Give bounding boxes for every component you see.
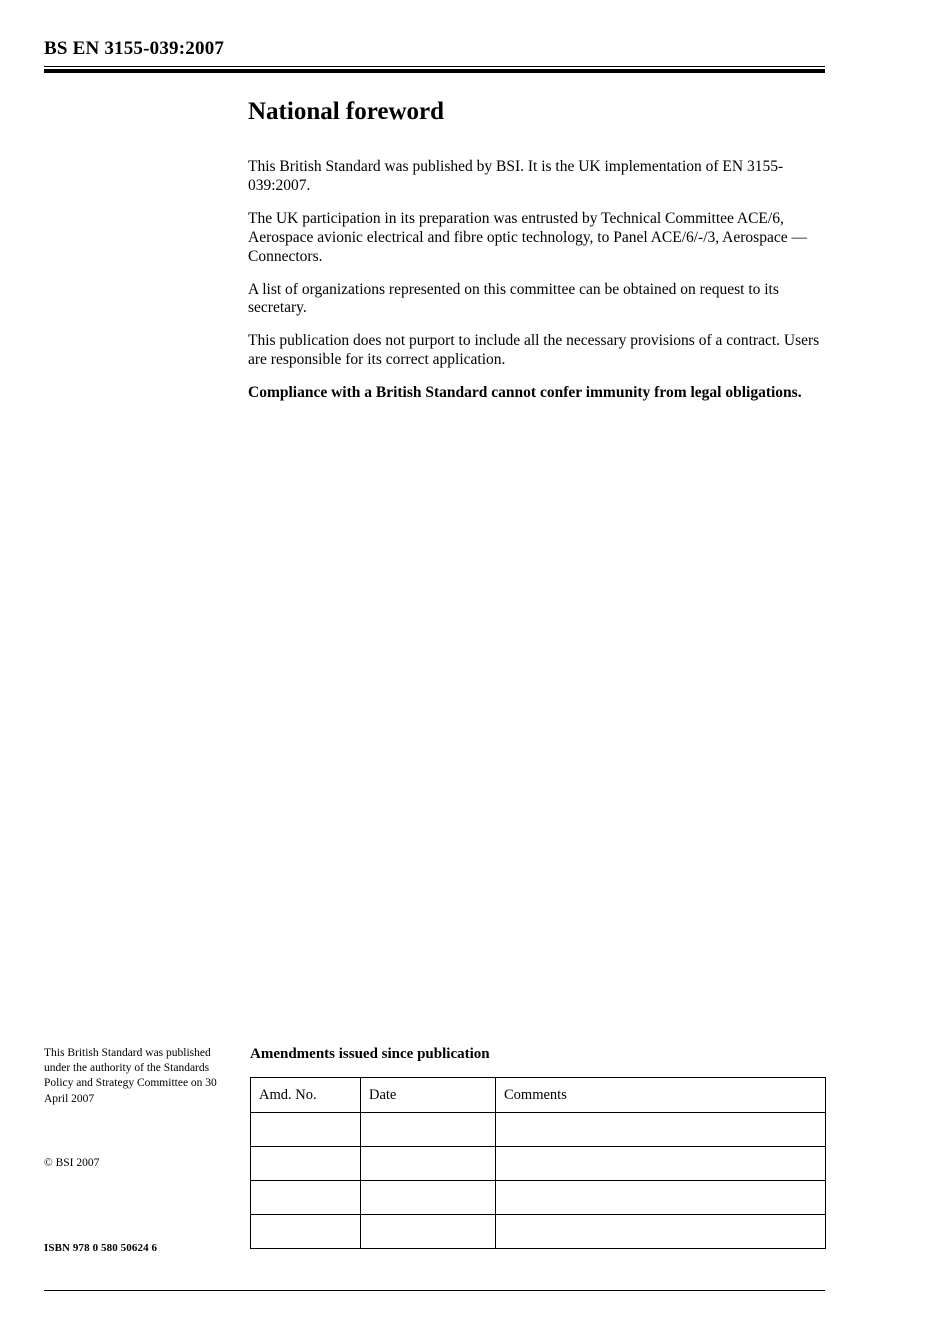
amendments-table <box>250 1077 826 1249</box>
table-row <box>251 1147 826 1181</box>
copyright-notice: © BSI 2007 <box>44 1157 100 1169</box>
cell-comments <box>496 1113 826 1147</box>
publication-authority-text: This British Standard was published under the authority of the Standards Policy and Strategy Committee on 30 April 2007 <box>44 1047 217 1105</box>
cell-amd-no <box>251 1113 361 1147</box>
cell-amd-no <box>251 1215 361 1249</box>
table-row <box>251 1215 826 1249</box>
cell-date <box>361 1181 496 1215</box>
page-header-standard-number: BS EN 3155-039:2007 <box>44 38 225 59</box>
cell-amd-no <box>251 1181 361 1215</box>
footer-divider <box>44 1290 825 1291</box>
cell-amd-no <box>251 1147 361 1181</box>
cell-comments <box>496 1215 826 1249</box>
isbn-number: ISBN 978 0 580 50624 6 <box>44 1242 158 1254</box>
header-divider-thin <box>44 66 825 67</box>
column-header-amd-no: Amd. No. <box>251 1078 361 1113</box>
cell-comments <box>496 1181 826 1215</box>
header-divider-thick <box>44 69 825 73</box>
foreword-paragraph-4: This publication does not purport to include all the necessary provisions of a contract. Users are responsible for its correct application. <box>248 332 820 369</box>
amendments-title: Amendments issued since publication <box>250 1046 490 1062</box>
cell-comments <box>496 1147 826 1181</box>
table-row <box>251 1181 826 1215</box>
table-row <box>251 1113 826 1147</box>
table-header-row <box>251 1078 826 1113</box>
compliance-note: Compliance with a British Standard cannot confer immunity from legal obligations. <box>248 384 802 402</box>
page-title: National foreword <box>248 98 445 125</box>
foreword-paragraph-2: The UK participation in its preparation was entrusted by Technical Committee ACE/6, Aerospace avionic electrical and fibre optic technology, to Panel ACE/6/-/3, Aerospace — Connectors. <box>248 209 807 265</box>
cell-date <box>361 1147 496 1181</box>
column-header-comments: Comments <box>496 1078 826 1113</box>
foreword-paragraph-3: A list of organizations represented on this committee can be obtained on request to its secretary. <box>248 280 779 317</box>
column-header-date: Date <box>361 1078 496 1113</box>
cell-date <box>361 1215 496 1249</box>
foreword-paragraph-1: This British Standard was published by BSI. It is the UK implementation of EN 3155-039:2007. <box>248 158 784 194</box>
publication-authority-note <box>44 1046 234 1107</box>
main-content <box>248 98 826 417</box>
cell-date <box>361 1113 496 1147</box>
